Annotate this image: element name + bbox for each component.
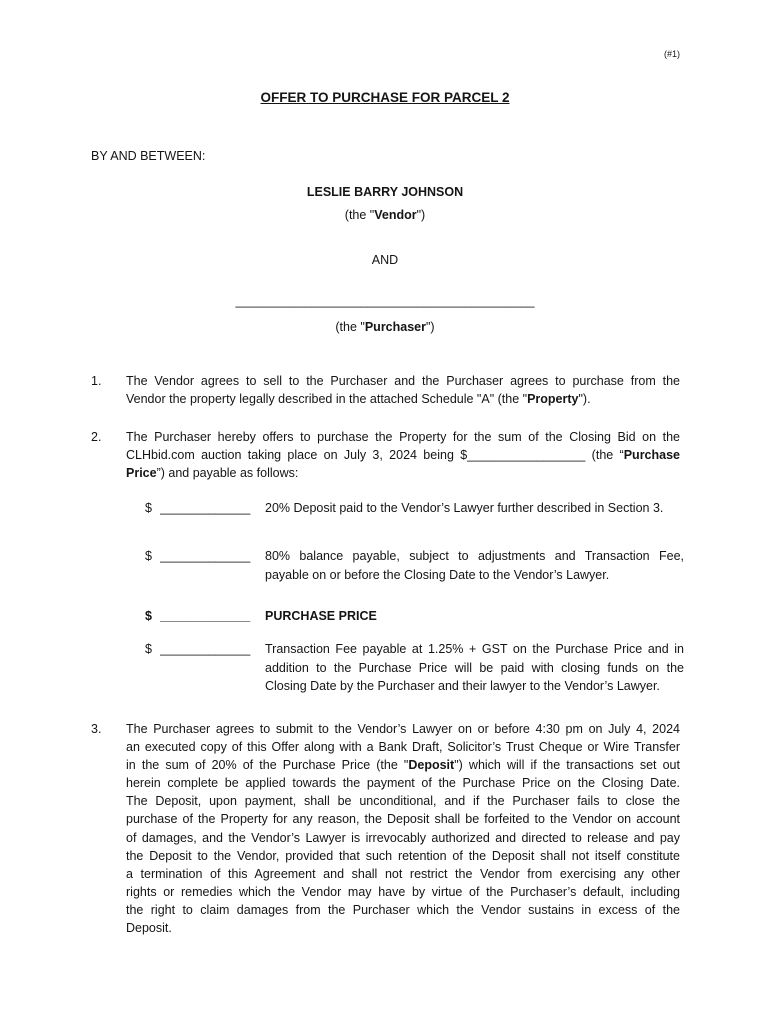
payment-description bbox=[265, 499, 684, 518]
payment-description-line: addition to the Purchase Price will be paid with closing funds on the bbox=[265, 660, 684, 675]
clause-line bbox=[126, 756, 680, 774]
clause-line: the right to claim damages from the Purchaser which the Vendor sustains in excess of the bbox=[126, 902, 680, 917]
clause-line: of damages, and the Vendor’s Lawyer is irrevocably authorized and directed to release and pay bbox=[126, 830, 680, 845]
payment-description-line: Transaction Fee payable at 1.25% + GST on the Purchase Price and in bbox=[265, 642, 684, 656]
document-title: OFFER TO PURCHASE FOR PARCEL 2 bbox=[260, 90, 510, 105]
payment-description-line: payable on or before the Closing Date to the Vendor’s Lawyer. bbox=[265, 567, 610, 582]
vendor-role bbox=[0, 206, 770, 224]
amount-blank: _____________ bbox=[160, 642, 251, 656]
text-segment: ") which will if the transactions set out bbox=[454, 758, 680, 773]
payment-description bbox=[265, 607, 684, 626]
parties-intro: BY AND BETWEEN: bbox=[91, 149, 206, 163]
currency-symbol: $ bbox=[145, 501, 152, 515]
payment-description-line: 20% Deposit paid to the Vendor’s Lawyer further described in Section 3. bbox=[265, 501, 664, 515]
payment-description-line: PURCHASE PRICE bbox=[265, 609, 377, 623]
payment-description-line: 80% balance payable, subject to adjustments and Transaction Fee, bbox=[265, 549, 684, 563]
page-reference: (#1) bbox=[663, 49, 680, 59]
currency-symbol: $ bbox=[145, 549, 152, 563]
payment-description-line: Closing Date by the Purchaser and their lawyer to the Vendor’s Lawyer. bbox=[265, 679, 660, 693]
clause-line bbox=[126, 464, 680, 482]
clause-line bbox=[126, 390, 680, 408]
payment-description bbox=[265, 547, 684, 584]
text-segment: Vendor the property legally described in the attached Schedule "A" (the " bbox=[126, 392, 528, 407]
clause-line: Deposit. bbox=[126, 921, 172, 936]
purchaser-role-open: (the " bbox=[335, 320, 365, 334]
clause-line: the Deposit to the Vendor, provided that such retention of the Deposit shall not itself constitute bbox=[126, 848, 680, 863]
defined-term-property: Property bbox=[527, 392, 579, 407]
payment-row-balance bbox=[0, 547, 770, 607]
vendor-role-open: (the " bbox=[344, 208, 375, 222]
amount-blank: _____________ bbox=[160, 549, 251, 563]
clause-1-text bbox=[126, 372, 680, 408]
vendor-name: LESLIE BARRY JOHNSON bbox=[306, 185, 464, 199]
purchaser-role bbox=[0, 318, 770, 336]
clause-line: a termination of this Agreement and shall not restrict the Vendor from exercising any other bbox=[126, 866, 680, 881]
amount-blank: _____________ bbox=[160, 609, 251, 623]
currency-symbol: $ bbox=[145, 642, 152, 656]
purchaser-name-blank: ___________________________________________ bbox=[235, 294, 535, 308]
clause-line: The Purchaser hereby offers to purchase the Property for the sum of the Closing Bid on the bbox=[126, 430, 680, 444]
text-segment: ”) and payable as follows: bbox=[156, 466, 299, 481]
purchaser-role-close: ") bbox=[426, 320, 435, 334]
clause-3-number: 3. bbox=[91, 722, 102, 736]
clause-2-text bbox=[126, 428, 680, 482]
clause-line: The Vendor agrees to sell to the Purchaser and the Purchaser agrees to purchase from the bbox=[126, 374, 680, 388]
amount-blank: _____________ bbox=[160, 501, 251, 515]
parties-conjunction: AND bbox=[371, 253, 399, 267]
clause-line: The Deposit, upon payment, shall be unconditional, and if the Purchaser fails to close the bbox=[126, 794, 680, 809]
text-segment: "). bbox=[578, 392, 591, 407]
clause-line: purchase of the Property for any reason, the Deposit shall be forfeited to the Vendor on account bbox=[126, 812, 680, 827]
clause-1-number: 1. bbox=[91, 374, 102, 388]
clause-line bbox=[126, 446, 680, 464]
text-segment: CLHbid.com auction taking place on July 3, 2024 being $_________________ (the “ bbox=[126, 448, 624, 463]
payment-description bbox=[265, 640, 684, 696]
clause-line: an executed copy of this Offer along with a Bank Draft, Solicitor’s Trust Cheque or Wire Transfer bbox=[126, 740, 680, 755]
payment-row-transaction-fee bbox=[0, 640, 770, 700]
currency-symbol: $ bbox=[145, 609, 152, 623]
clause-2-number: 2. bbox=[91, 430, 102, 444]
defined-term-deposit: Deposit bbox=[408, 758, 455, 773]
text-segment: in the sum of 20% of the Purchase Price (the " bbox=[126, 758, 409, 773]
clause-line: herein complete be applied towards the payment of the Purchase Price on the Closing Date. bbox=[126, 776, 680, 791]
clause-3-text bbox=[126, 720, 680, 937]
purchaser-role-term: Purchaser bbox=[364, 320, 426, 334]
clause-line: rights or remedies which the Vendor may have by virtue of the Purchaser’s default, including bbox=[126, 884, 680, 899]
defined-term-price: Price bbox=[126, 466, 157, 481]
defined-term-purchase: Purchase bbox=[623, 448, 680, 463]
vendor-role-term: Vendor bbox=[374, 208, 417, 222]
clause-line: The Purchaser agrees to submit to the Vendor’s Lawyer on or before 4:30 pm on July 4, 2024 bbox=[126, 722, 680, 736]
vendor-role-close: ") bbox=[416, 208, 426, 222]
